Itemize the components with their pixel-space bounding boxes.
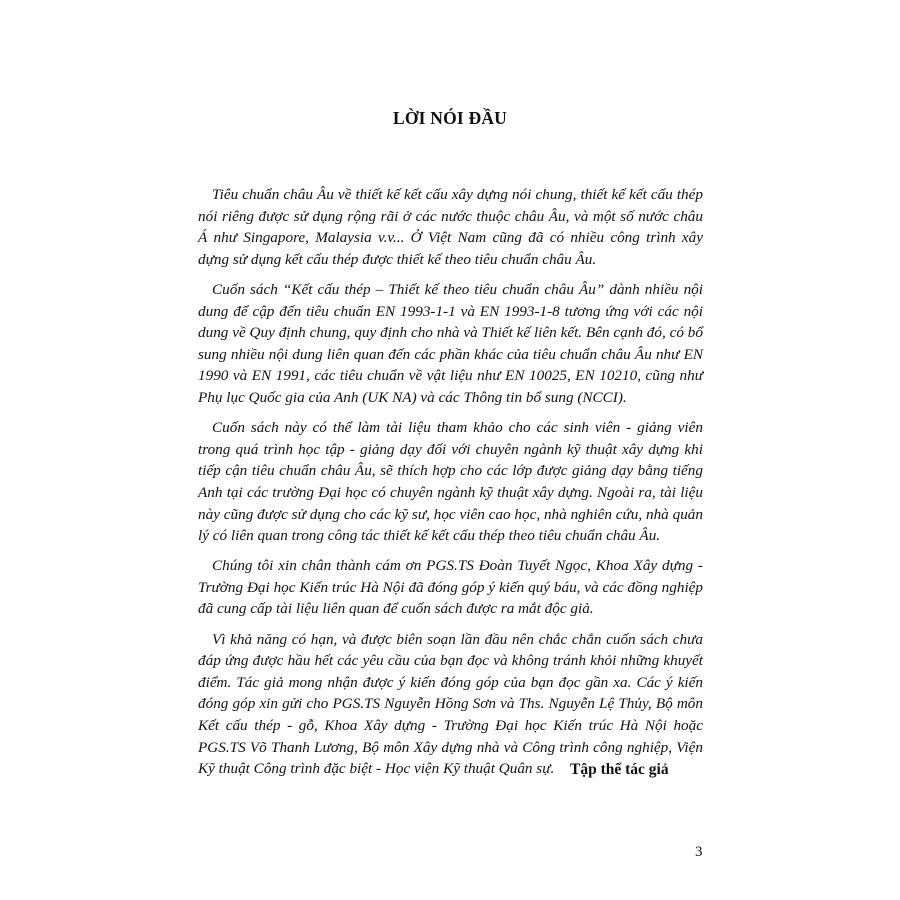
preface-body (198, 184, 703, 788)
paragraph-4: Chúng tôi xin chân thành cám ơn PGS.TS Đoàn Tuyết Ngọc, Khoa Xây dựng - Trường Đại học Kiến trúc Hà Nội đã đóng góp ý kiến quý báu, và các đồng nghiệp đã cung cấp tài liệu liên quan để cuốn sách được ra mắt độc giả. (198, 557, 703, 618)
page-number: 3 (695, 844, 703, 860)
page-title: LỜI NÓI ĐẦU (392, 108, 508, 128)
author-signature: Tập thể tác giả (570, 761, 669, 778)
paragraph-2: Cuốn sách “Kết cấu thép – Thiết kế theo tiêu chuẩn châu Âu” dành nhiều nội dung để cập đến tiêu chuẩn EN 1993-1-1 và EN 1993-1-8 tương ứng với các nội dung về Quy định chung, quy định cho nhà và Thiết kế liên kết. Bên cạnh đó, có bổ sung nhiều nội dung liên quan đến các phần khác của tiêu chuẩn châu Âu như EN 1990 và EN 1991, các tiêu chuẩn về vật liệu như EN 10025, EN 10210, cũng như Phụ lục Quốc gia của Anh (UK NA) và các Thông tin bổ sung (NCCI). (198, 280, 703, 406)
paragraph-1: Tiêu chuẩn châu Âu về thiết kế kết cấu xây dựng nói chung, thiết kế kết cấu thép nói riêng được sử dụng rộng rãi ở các nước thuộc châu Âu, và một số nước châu Á như Singapore, Malaysia v.v... Ở Việt Nam cũng đã có nhiều công trình xây dựng sử dụng kết cấu thép được thiết kế theo tiêu chuẩn châu Âu. (198, 186, 703, 268)
paragraph-5: Vì khả năng có hạn, và được biên soạn lần đầu nên chắc chắn cuốn sách chưa đáp ứng được hầu hết các yêu cầu của bạn đọc và không tránh khỏi những khuyết điểm. Tác giả mong nhận được ý kiến đóng góp của bạn đọc gần xa. Các ý kiến đóng góp xin gửi cho PGS.TS Nguyễn Hồng Sơn và Ths. Nguyễn Lệ Thủy, Bộ môn Kết cấu thép - gỗ, Khoa Xây dựng - Trường Đại học Kiến trúc Hà Nội hoặc PGS.TS Võ Thanh Lương, Bộ môn Xây dựng nhà và Công trình công nghiệp, Viện Kỹ thuật Công trình đặc biệt - Học viện Kỹ thuật Quân sự. (198, 630, 703, 778)
paragraph-3: Cuốn sách này có thể làm tài liệu tham khảo cho các sinh viên - giảng viên trong quá trình học tập - giảng dạy đối với chuyên ngành kỹ thuật xây dựng khi tiếp cận tiêu chuẩn châu Âu, sẽ thích hợp cho các lớp được giảng dạy bằng tiếng Anh tại các trường Đại học có chuyên ngành kỹ thuật xây dựng. Ngoài ra, tài liệu này cũng được sử dụng cho các kỹ sư, học viên cao học, nhà nghiên cứu, nhà quản lý có liên quan trong công tác thiết kế kết cấu thép theo tiêu chuẩn châu Âu. (198, 419, 703, 545)
